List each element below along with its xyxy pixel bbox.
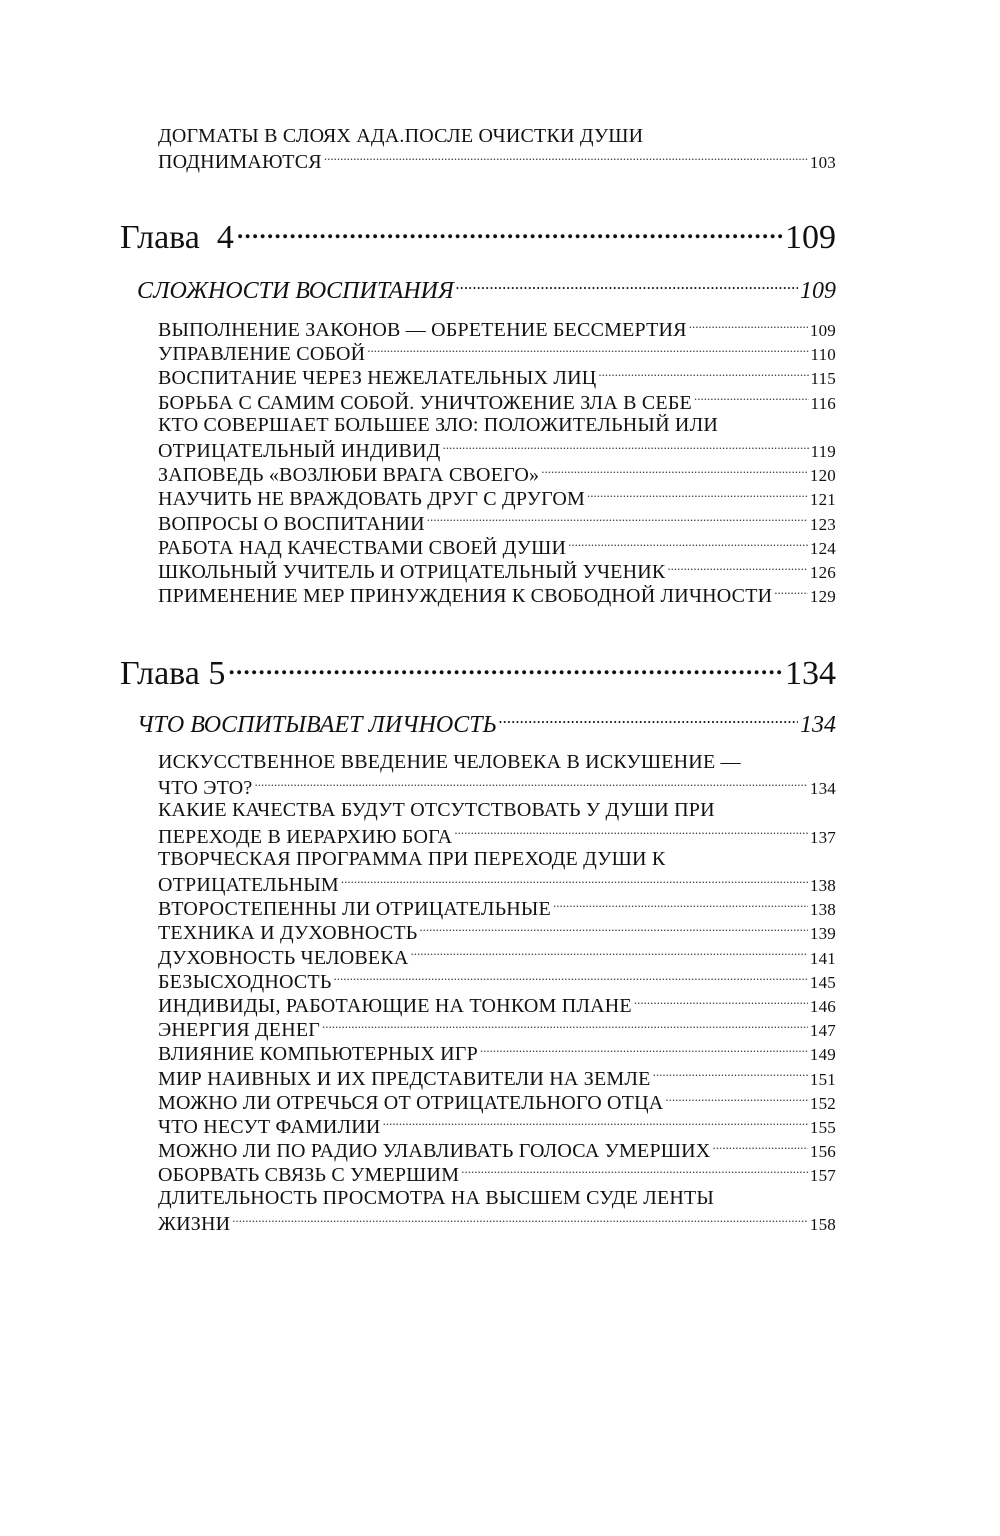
- toc-entry-page: 147: [809, 1021, 836, 1041]
- toc-entry-leader-row: [158, 437, 836, 464]
- toc-entry-leader-row: [158, 895, 836, 922]
- toc-entry-leader-row: [158, 992, 836, 1019]
- dot-leader: [227, 650, 783, 684]
- toc-entry-line: РАБОТА НАД КАЧЕСТВАМИ СВОЕЙ ДУШИ: [158, 536, 567, 559]
- dot-leader: [324, 148, 808, 168]
- toc-entry-line: БОРЬБА С САМИМ СОБОЙ. УНИЧТОЖЕНИЕ ЗЛА В СЕБЕ: [158, 391, 692, 414]
- toc-entry: [158, 1186, 836, 1237]
- toc-entry-page: 145: [809, 972, 836, 992]
- toc-entry: [158, 316, 836, 343]
- dot-leader: [254, 774, 807, 794]
- dot-leader: [694, 389, 809, 409]
- toc-entry: [158, 1089, 836, 1116]
- toc-entry-line: ВТОРОСТЕПЕННЫ ЛИ ОТРИЦАТЕЛЬНЫЕ: [158, 898, 551, 921]
- toc-entry-page: 109: [809, 321, 836, 340]
- toc-entry-page: 110: [810, 345, 836, 365]
- toc-entry-line: ЖИЗНИ: [158, 1212, 231, 1235]
- toc-entry-line: ОТРИЦАТЕЛЬНЫЙ ИНДИВИД: [158, 440, 441, 462]
- toc-entry-line: ШКОЛЬНЫЙ УЧИТЕЛЬ И ОТРИЦАТЕЛЬНЫЙ УЧЕНИК: [158, 561, 666, 583]
- toc-entry-leader-row: [158, 1016, 836, 1043]
- toc-entry-leader-row: [158, 919, 836, 946]
- toc-entry-leader-row: [158, 1210, 836, 1237]
- toc-entry-leader-row: [158, 340, 836, 367]
- section-heading: [137, 708, 836, 739]
- dot-leader: [553, 895, 808, 915]
- toc-entry-page: 120: [809, 466, 836, 486]
- dot-leader: [334, 968, 808, 988]
- dot-leader: [454, 823, 808, 843]
- dot-leader: [689, 316, 808, 336]
- toc-entry-line: ЭНЕРГИЯ ДЕНЕГ: [158, 1019, 321, 1042]
- toc-entry-leader-row: [158, 1113, 836, 1140]
- dot-leader: [598, 364, 808, 384]
- toc-entry-page: 126: [809, 563, 836, 582]
- toc-entry-line: ЧТО ЭТО?: [158, 777, 253, 800]
- toc-entry-line: ЗАПОВЕДЬ «ВОЗЛЮБИ ВРАГА СВОЕГО»: [158, 464, 540, 487]
- toc-entry-line: ВЫПОЛНЕНИЕ ЗАКОНОВ — ОБРЕТЕНИЕ БЕССМЕРТИЯ: [158, 319, 687, 341]
- toc-entry: [158, 485, 836, 512]
- toc-entry-line: ПОДНИМАЮТСЯ: [158, 151, 322, 174]
- dot-leader: [653, 1065, 808, 1085]
- section-heading: [137, 274, 836, 305]
- toc-entry-leader-row: [158, 148, 836, 175]
- toc-entry-line: ПЕРЕХОДЕ В ИЕРАРХИЮ БОГА: [158, 825, 453, 848]
- toc-entry: [158, 1016, 836, 1043]
- toc-entry-line: ОБОРВАТЬ СВЯЗЬ С УМЕРШИМ: [158, 1164, 460, 1187]
- chapter-title: Глава 4: [120, 219, 234, 256]
- chapter-title: Глава 5: [120, 655, 226, 692]
- toc-entry-line: ПРИМЕНЕНИЕ МЕР ПРИНУЖДЕНИЯ К СВОБОДНОЙ ЛИЧНОСТИ: [158, 585, 773, 608]
- toc-entry: [158, 1137, 836, 1164]
- toc-entry-page: 157: [809, 1166, 836, 1186]
- toc-entry: [158, 750, 836, 801]
- toc-entry: [158, 389, 836, 416]
- dot-leader: [568, 534, 808, 554]
- toc-entry: [158, 340, 836, 367]
- section-page: 109: [800, 278, 836, 304]
- toc-entry-line: ДЛИТЕЛЬНОСТЬ ПРОСМОТРА НА ВЫСШЕМ СУДЕ ЛЕНТЫ: [158, 1186, 715, 1209]
- toc-entry-leader-row: [158, 389, 836, 416]
- dot-leader: [456, 274, 798, 298]
- dot-leader: [427, 510, 808, 530]
- toc-entry-leader-row: [158, 1137, 836, 1164]
- toc-entry: [158, 534, 836, 561]
- toc-entry: [158, 847, 836, 898]
- dot-leader: [712, 1137, 807, 1157]
- dot-leader: [665, 1089, 808, 1109]
- toc-entry: [158, 919, 836, 946]
- toc-entry-line: БЕЗЫСХОДНОСТЬ: [158, 970, 332, 993]
- toc-entry-line: ТЕХНИКА И ДУХОВНОСТЬ: [158, 922, 418, 945]
- section-title: СЛОЖНОСТИ ВОСПИТАНИЯ: [137, 278, 454, 304]
- toc-entry: [158, 124, 836, 175]
- toc-entry-leader-row: [158, 944, 836, 971]
- toc-entry-leader-row: [158, 1089, 836, 1116]
- dot-leader: [774, 582, 808, 602]
- toc-entry-page: 103: [809, 153, 836, 173]
- toc-entry-page: 141: [809, 948, 836, 968]
- toc-entry-page: 138: [809, 876, 836, 895]
- toc-entry-page: 146: [809, 997, 836, 1016]
- toc-entry-line: ИНДИВИДЫ, РАБОТАЮЩИЕ НА ТОНКОМ ПЛАНЕ: [158, 995, 632, 1017]
- toc-entry: [158, 992, 836, 1019]
- dot-leader: [667, 558, 807, 578]
- toc-entry-leader-row: [158, 461, 836, 488]
- toc-entry-page: 138: [809, 900, 836, 920]
- toc-entry-page: 139: [809, 924, 836, 944]
- chapter-page: 109: [785, 219, 836, 256]
- toc-entry-page: 151: [809, 1069, 836, 1089]
- chapter-page: 134: [785, 655, 836, 692]
- toc-entry-line: МОЖНО ЛИ ПО РАДИО УЛАВЛИВАТЬ ГОЛОСА УМЕРШИХ: [158, 1140, 711, 1163]
- toc-entry-line: МОЖНО ЛИ ОТРЕЧЬСЯ ОТ ОТРИЦАТЕЛЬНОГО ОТЦА: [158, 1091, 664, 1114]
- toc-entry-line: ДОГМАТЫ В СЛОЯХ АДА.ПОСЛЕ ОЧИСТКИ ДУШИ: [158, 125, 644, 147]
- toc-entry-line: ДУХОВНОСТЬ ЧЕЛОВЕКА: [158, 946, 409, 969]
- toc-entry: [158, 1161, 836, 1188]
- dot-leader: [367, 340, 808, 360]
- dot-leader: [236, 214, 783, 248]
- toc-entry: [158, 364, 836, 391]
- toc-entry: [158, 1040, 836, 1067]
- toc-entry-page: 149: [809, 1045, 836, 1065]
- toc-entry-line: НАУЧИТЬ НЕ ВРАЖДОВАТЬ ДРУГ С ДРУГОМ: [158, 488, 585, 511]
- toc-entry-page: 119: [810, 442, 836, 461]
- chapter-heading: [120, 650, 836, 694]
- dot-leader: [419, 919, 807, 939]
- toc-entry-leader-row: [158, 1065, 836, 1092]
- toc-entry-line: ВОПРОСЫ О ВОСПИТАНИИ: [158, 512, 425, 535]
- toc-entry-leader-row: [158, 1161, 836, 1188]
- toc-entry-leader-row: [158, 968, 836, 995]
- toc-entry-leader-row: [158, 871, 836, 898]
- toc-entry-leader-row: [158, 582, 836, 609]
- toc-entry: [158, 461, 836, 488]
- toc-entry-leader-row: [158, 558, 836, 585]
- toc-entry-page: 129: [809, 587, 836, 607]
- toc-entry: [158, 1065, 836, 1092]
- toc-entry-page: 152: [809, 1093, 836, 1113]
- toc-entry-leader-row: [158, 1040, 836, 1067]
- dot-leader: [634, 992, 808, 1012]
- toc-entry-leader-row: [158, 485, 836, 512]
- toc-entry-line: ВЛИЯНИЕ КОМПЬЮТЕРНЫХ ИГР: [158, 1043, 478, 1066]
- dot-leader: [587, 485, 808, 505]
- toc-entry: [158, 558, 836, 585]
- toc-entry-leader-row: [158, 823, 836, 850]
- toc-entry-line: ИСКУССТВЕННОЕ ВВЕДЕНИЕ ЧЕЛОВЕКА В ИСКУШЕНИЕ —: [158, 751, 741, 773]
- toc-entry-line: ТВОРЧЕСКАЯ ПРОГРАММА ПРИ ПЕРЕХОДЕ ДУШИ К: [158, 847, 666, 870]
- toc-entry-leader-row: [158, 316, 836, 343]
- dot-leader: [411, 944, 808, 964]
- dot-leader: [499, 708, 798, 732]
- toc-entry: [158, 510, 836, 537]
- toc-entry: [158, 582, 836, 609]
- toc-entry-page: 115: [810, 369, 836, 389]
- dot-leader: [341, 871, 808, 891]
- toc-entry-line: КАКИЕ КАЧЕСТВА БУДУТ ОТСУТСТВОВАТЬ У ДУШИ ПРИ: [158, 799, 715, 822]
- toc-entry-page: 156: [809, 1142, 836, 1162]
- dot-leader: [322, 1016, 808, 1036]
- dot-leader: [383, 1113, 808, 1133]
- toc-entry-line: МИР НАИВНЫХ И ИХ ПРЕДСТАВИТЕЛИ НА ЗЕМЛЕ: [158, 1067, 651, 1090]
- toc-entry: [158, 944, 836, 971]
- toc-entry-page: 123: [809, 514, 836, 534]
- toc-entry-page: 116: [810, 393, 836, 413]
- dot-leader: [480, 1040, 808, 1060]
- toc-entry-line: ЧТО НЕСУТ ФАМИЛИИ: [158, 1116, 381, 1138]
- toc-entry-leader-row: [158, 364, 836, 391]
- toc-entry-line: УПРАВЛЕНИЕ СОБОЙ: [158, 343, 366, 366]
- toc-entry: [158, 798, 836, 849]
- toc-entry-line: КТО СОВЕРШАЕТ БОЛЬШЕЕ ЗЛО: ПОЛОЖИТЕЛЬНЫЙ ИЛИ: [158, 413, 718, 436]
- toc-entry-leader-row: [158, 774, 836, 801]
- toc-entry-leader-row: [158, 510, 836, 537]
- chapter-heading: [120, 214, 836, 258]
- toc-entry-page: 124: [809, 538, 836, 558]
- toc-entry: [158, 413, 836, 464]
- section-title: ЧТО ВОСПИТЫВАЕТ ЛИЧНОСТЬ: [137, 712, 497, 738]
- toc-entry-page: 121: [809, 490, 836, 510]
- toc-entry: [158, 1113, 836, 1140]
- toc-entry-line: ВОСПИТАНИЕ ЧЕРЕЗ НЕЖЕЛАТЕЛЬНЫХ ЛИЦ: [158, 367, 597, 390]
- toc-entry-page: 158: [809, 1214, 836, 1234]
- dot-leader: [232, 1210, 808, 1230]
- toc-entry-page: 134: [809, 779, 836, 799]
- toc-entry-leader-row: [158, 534, 836, 561]
- toc-entry-line: ОТРИЦАТЕЛЬНЫМ: [158, 874, 339, 896]
- toc-entry: [158, 968, 836, 995]
- dot-leader: [443, 437, 809, 457]
- dot-leader: [461, 1161, 808, 1181]
- toc-entry: [158, 895, 836, 922]
- dot-leader: [541, 461, 808, 481]
- toc-entry-page: 137: [809, 827, 836, 847]
- toc-entry-page: 155: [809, 1118, 836, 1137]
- section-page: 134: [800, 712, 836, 738]
